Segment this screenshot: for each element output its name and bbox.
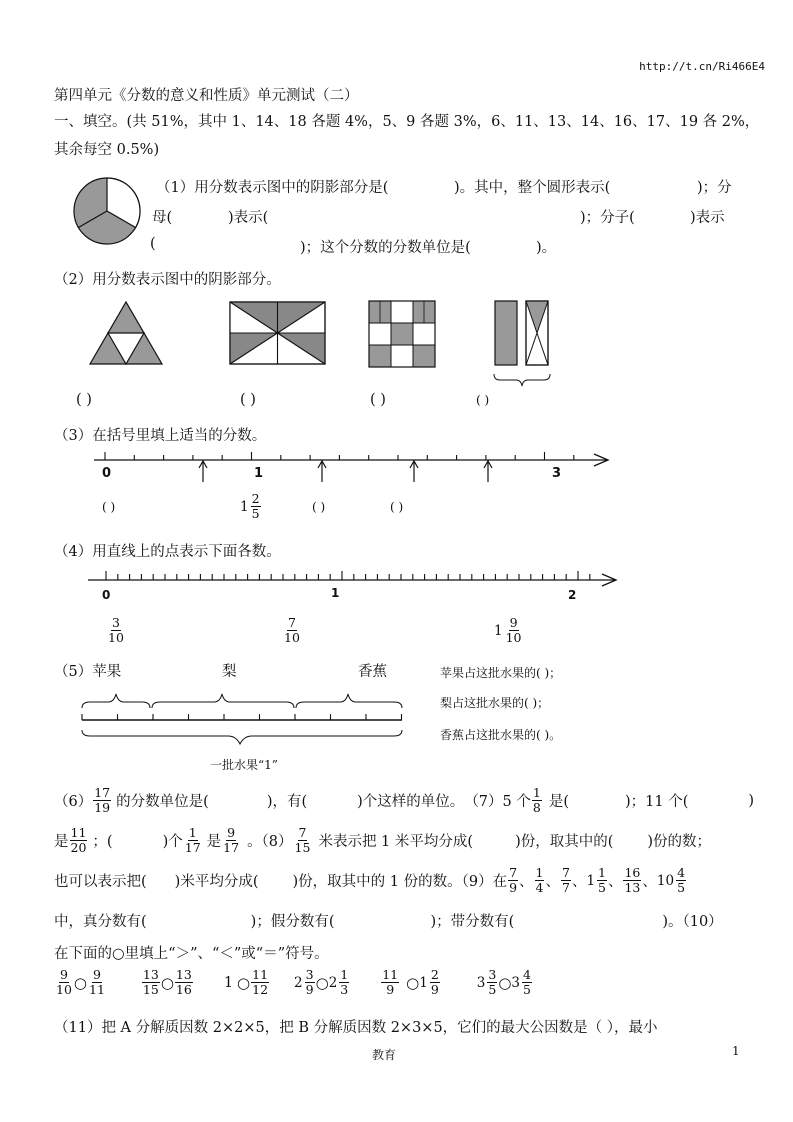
q1-line3c: )。: [536, 240, 557, 256]
q10-p1-rn: 9: [92, 967, 101, 982]
q6-text2: )，有(: [266, 794, 308, 810]
r2-f4d: 15: [294, 840, 311, 855]
q10-row: [54, 968, 533, 997]
q9-f2n: 1: [535, 865, 544, 880]
q9-f5n: 16: [624, 865, 641, 880]
grid-figure: [369, 301, 435, 367]
r4-a: 中，真分数有(: [54, 914, 147, 930]
q10-p5-rd: 9: [430, 982, 439, 997]
q1-line2a: 母(: [152, 210, 173, 226]
q7-num: 1: [532, 785, 541, 800]
page-number: 1: [732, 1044, 740, 1058]
q4-label-0: 0: [102, 588, 111, 602]
q10-p3-rd: 12: [252, 982, 269, 997]
q5-pear: 梨: [222, 664, 237, 680]
q5-ans-banana: 香蕉占这批水果的( )。: [440, 728, 562, 742]
q1-line2b: )表示(: [228, 210, 269, 226]
q2-blank-3[interactable]: ( ): [370, 392, 386, 408]
q3-blank-2[interactable]: ( ): [312, 500, 326, 514]
q1-line2d: )表示: [690, 210, 725, 226]
q9-f5d: 13: [624, 880, 641, 895]
q4-f2-num: 7: [287, 615, 296, 630]
q3-blank-1[interactable]: ( ): [102, 500, 116, 514]
q10-p3-rn: 11: [252, 967, 269, 982]
q9-f4d: 5: [598, 880, 606, 895]
r2-f1d: 20: [70, 840, 87, 855]
q9-f1n: 7: [509, 865, 518, 880]
q10-p5-rw: 1: [419, 974, 428, 991]
q4-f2-den: 10: [284, 630, 300, 645]
q5-banana: 香蕉: [358, 664, 387, 680]
q7-d: ): [748, 792, 755, 809]
q10-p3-l: 1: [223, 974, 234, 991]
r3-b: )米平均分成(: [174, 874, 259, 890]
q1-line1a: （1）用分数表示图中的阴影部分是(: [156, 180, 389, 196]
q9-sep-3: 、: [571, 874, 587, 890]
r2-q8text: 米表示把 1 米平均分成(: [318, 834, 474, 850]
q7-den: 8: [532, 800, 541, 815]
q5-ans-pear: 梨占这批水果的( )；: [440, 696, 550, 710]
q2-blank-2[interactable]: ( ): [240, 392, 256, 408]
r2-semi: ；(: [92, 834, 113, 850]
q9-answers-row: [54, 910, 723, 931]
q10-p6-rd: 5: [523, 982, 531, 997]
q6-pre: （6）: [54, 794, 93, 810]
q9-sep-1: 、: [519, 874, 534, 890]
q10-p4-rw: 2: [328, 974, 338, 991]
q4-f3-den: 10: [505, 630, 522, 645]
section1-line1: 一、填空。(共 51%，其中 1、14、18 各题 4%，5、9 各题 3%，6、11、13、14、16、17、19 各 2%，: [54, 114, 760, 130]
q4-frac-2: [282, 616, 302, 645]
pie-figure: [72, 176, 142, 246]
compare-circle-2[interactable]: ○: [160, 973, 174, 992]
q6-text1: 的分数单位是(: [116, 794, 209, 810]
q9-sep-5: 、: [642, 874, 657, 890]
q7-b: 是(: [548, 794, 569, 810]
q4-f1-num: 3: [111, 615, 120, 630]
q5-label: （5）苹果: [54, 664, 122, 680]
q10-p5-ln: 11: [382, 967, 399, 982]
bars-figure: [494, 300, 554, 388]
q10-p5-rn: 2: [430, 967, 439, 982]
q7-c: )；11 个(: [625, 794, 689, 810]
q3-mixed-whole: 1: [240, 498, 249, 515]
q9-f3n: 7: [561, 865, 570, 880]
r4-b: )；假分数有(: [250, 914, 335, 930]
compare-circle-1[interactable]: ○: [73, 973, 87, 992]
q8-q9-row: [54, 866, 687, 895]
q9-sep-4: 、: [607, 874, 623, 890]
r2-ge: )个: [162, 834, 183, 850]
r2-f3n: 9: [227, 825, 236, 840]
q10-p4-ln: 3: [305, 967, 314, 982]
q10-p2-rd: 16: [175, 982, 192, 997]
q1-line2c: )；分子(: [580, 210, 635, 226]
q6-text3: )个这样的单位。: [357, 794, 465, 810]
q4-label-2: 2: [568, 588, 577, 602]
q10-p1-ld: 10: [56, 982, 72, 997]
footer-center: 教育: [372, 1048, 397, 1062]
rectangle-figure: [230, 302, 326, 366]
r2-f2d: 17: [184, 840, 201, 855]
q5-diagram: [78, 690, 408, 748]
triangle-figure: [88, 300, 168, 368]
q10-p2-ld: 15: [142, 982, 159, 997]
q3-blank-3[interactable]: ( ): [390, 500, 404, 514]
q4-prompt: （4）用直线上的点表示下面各数。: [54, 544, 281, 560]
q9-f2d: 4: [535, 880, 544, 895]
q9-f6n: 4: [677, 865, 686, 880]
q3-label-1: 1: [254, 466, 264, 481]
q10-prompt: 在下面的○里填上“＞”、“＜”或“＝”符号。: [54, 946, 329, 962]
q3-mixed-number: [240, 492, 262, 521]
q3-label-0: 0: [102, 466, 112, 481]
q2-blank-1[interactable]: ( ): [76, 392, 92, 408]
compare-circle-3[interactable]: ○: [237, 973, 251, 992]
q9-f4n: 1: [598, 865, 606, 880]
q10-p6-ln: 3: [488, 967, 497, 982]
r2-f2n: 1: [188, 825, 197, 840]
q3-mixed-num: 2: [251, 491, 260, 506]
r2-q8c: )份的数；: [647, 834, 712, 850]
q9-f3d: 7: [561, 880, 570, 895]
q3-mixed-den: 5: [251, 506, 260, 521]
q4-label-1: 1: [331, 586, 340, 600]
r2-f3d: 17: [223, 840, 240, 855]
q2-blank-4[interactable]: ( ): [476, 393, 490, 407]
r2-q8: 。（8）: [247, 834, 293, 850]
q9-f4w: 1: [586, 872, 596, 889]
q10-p4-ld: 9: [305, 982, 314, 997]
r3-c: )份，取其中的 1 份的数。（9）在: [292, 874, 508, 890]
q6-num: 17: [94, 785, 111, 800]
r2-f4n: 7: [298, 825, 307, 840]
q10-p4-rn: 1: [340, 967, 349, 982]
q3-number-line: [90, 450, 615, 490]
q9-f6w: 10: [656, 872, 675, 889]
q10-p6-ld: 5: [488, 982, 497, 997]
r4-d: )。（10）: [662, 914, 723, 930]
q7-q8-row: [54, 826, 711, 855]
q9-f6d: 5: [677, 880, 686, 895]
page-title: 第四单元《分数的意义和性质》单元测试（二）: [54, 88, 359, 104]
q5-brace-label: 一批水果“1”: [210, 758, 278, 772]
r3-text: 也可以表示把(: [54, 874, 147, 890]
q4-f3-num: 9: [509, 615, 518, 630]
q10-p1-rd: 11: [89, 982, 105, 997]
r2-shi2: 是: [206, 834, 222, 850]
q4-frac-3: [494, 616, 524, 645]
q4-frac-1: [106, 616, 126, 645]
q6-den: 19: [94, 800, 111, 815]
q10-p6-rw: 3: [511, 974, 521, 991]
q10-p5-ld: 9: [386, 982, 395, 997]
q2-prompt: （2）用分数表示图中的阴影部分。: [54, 272, 281, 288]
q1-line3a: (: [150, 236, 156, 252]
section1-line2: 其余每空 0.5%): [54, 142, 160, 158]
r2-q8b: )份，取其中的(: [515, 834, 614, 850]
q10-p4-rd: 3: [340, 982, 349, 997]
r2-f1n: 11: [70, 825, 87, 840]
compare-circle-5[interactable]: ○: [406, 973, 420, 992]
q10-p6-lw: 3: [476, 974, 486, 991]
compare-circle-6[interactable]: ○: [498, 973, 512, 992]
header-url: http://t.cn/Ri466E4: [639, 60, 765, 73]
compare-circle-4[interactable]: ○: [315, 973, 329, 992]
q1-line3b: )；这个分数的分数单位是(: [300, 240, 471, 256]
q10-p6-rn: 4: [523, 967, 531, 982]
q1-line1b: )。其中，整个圆形表示(: [454, 180, 611, 196]
q7-a: （7）5 个: [464, 794, 531, 810]
q3-label-3: 3: [552, 466, 562, 481]
q10-p4-lw: 2: [294, 974, 303, 991]
q10-p2-ln: 13: [142, 967, 159, 982]
r4-c: )；带分数有(: [430, 914, 515, 930]
q9-sep-2: 、: [545, 874, 560, 890]
q4-f3-whole: 1: [494, 622, 503, 639]
r2-shi: 是: [54, 834, 69, 850]
q1-line1c: )；分: [697, 180, 732, 196]
q10-p1-ln: 9: [59, 967, 68, 982]
q5-ans-apple: 苹果占这批水果的( )；: [440, 666, 562, 680]
q6-q7-row: [54, 786, 754, 815]
q3-prompt: （3）在括号里填上适当的分数。: [54, 428, 267, 444]
q10-p2-rn: 13: [175, 967, 192, 982]
q4-number-line: [84, 570, 624, 590]
q11-text: （11）把 A 分解质因数 2×2×5，把 B 分解质因数 2×3×5，它们的最大公因数是（ ），最小: [54, 1020, 658, 1036]
q4-f1-den: 10: [108, 630, 124, 645]
q9-f1d: 9: [509, 880, 518, 895]
